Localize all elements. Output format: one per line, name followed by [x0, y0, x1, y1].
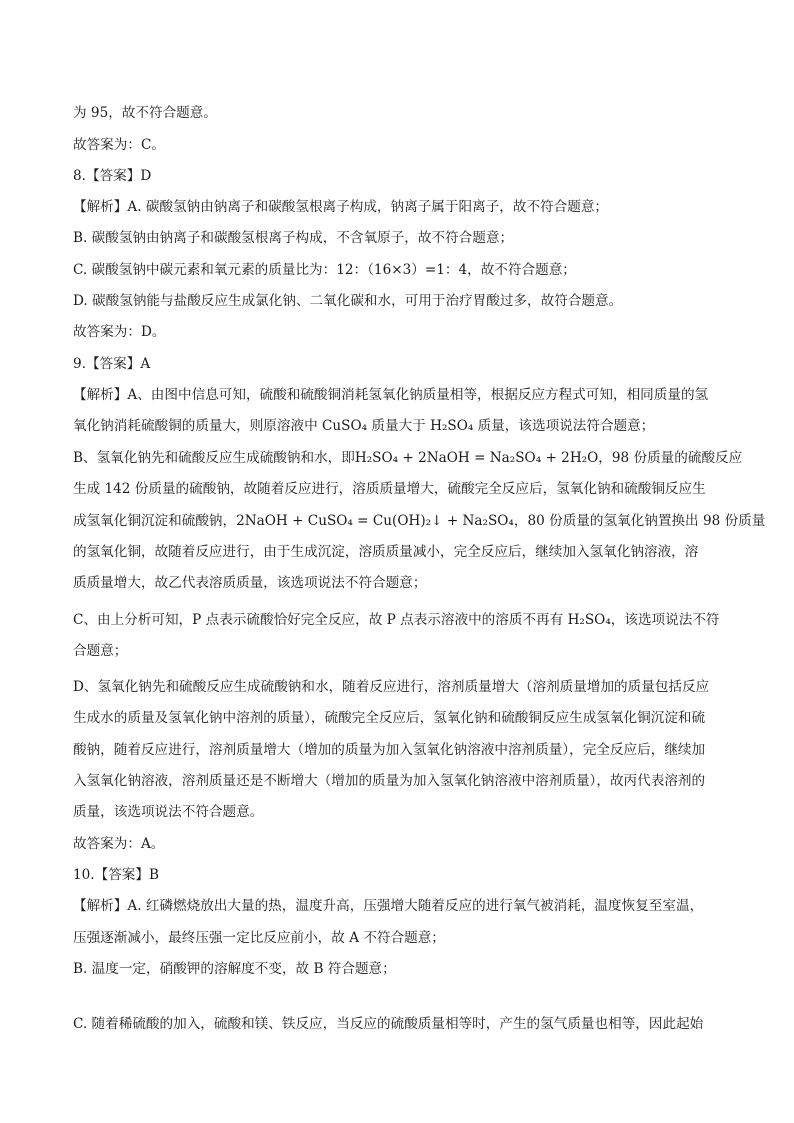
text-line: 生成水的质量及氢氧化钠中溶剂的质量），硫酸完全反应后，氢氧化钠和硫酸铜反应生成氢氧化铜沉淀和硫 — [73, 710, 706, 726]
text-line: D. 碳酸氢钠能与盐酸反应生成氯化钠、二氧化碳和水，可用于治疗胃酸过多，故符合题意。 — [73, 293, 623, 309]
text-line: 【解析】A. 红磷燃烧放出大量的热，温度升高，压强增大随着反应的进行氧气被消耗，温度恢复至室温， — [73, 898, 704, 914]
text-line: 为 95，故不符合题意。 — [73, 105, 217, 121]
text-line: 生成 142 份质量的硫酸钠，故随着反应进行，溶质质量增大，硫酸完全反应后，氢氧化钠和硫酸铜反应生 — [73, 481, 706, 497]
text-line: D、氢氧化钠先和硫酸反应生成硫酸钠和水，随着反应进行，溶剂质量增大（溶剂质量增加的质量包括反应 — [73, 679, 710, 695]
text-line: 【解析】A. 碳酸氢钠由钠离子和碳酸氢根离子构成，钠离子属于阳离子，故不符合题意； — [73, 199, 609, 215]
text-line: 的氢氧化铜，故随着反应进行，由于生成沉淀，溶质质量减小，完全反应后，继续加入氢氧化钠溶液，溶 — [73, 544, 699, 560]
answer-heading-8: 8.【答案】D — [73, 168, 152, 184]
answer-heading-10: 10.【答案】B — [73, 867, 159, 883]
text-line: 质质量增大，故乙代表溶质质量，该选项说法不符合题意； — [73, 575, 427, 591]
text-line: 入氢氧化钠溶液，溶剂质量还是不断增大（增加的质量为加入氢氧化钠溶液中溶剂质量），故丙代表溶剂的 — [73, 773, 706, 789]
text-line: 故答案为：A。 — [73, 836, 165, 852]
text-line: C. 随着稀硫酸的加入，硫酸和镁、铁反应，当反应的硫酸质量相等时，产生的氢气质量也相等，因此起始 — [73, 1016, 704, 1032]
answer-heading-9: 9.【答案】A — [73, 356, 151, 372]
text-line: 故答案为：C。 — [73, 137, 165, 153]
text-line: 酸钠，随着反应进行，溶剂质量增大（增加的质量为加入氢氧化钠溶液中溶剂质量），完全反应后，继续加 — [73, 742, 706, 758]
text-line: 合题意； — [73, 643, 128, 659]
text-line: B. 碳酸氢钠由钠离子和碳酸氢根离子构成，不含氧原子，故不符合题意； — [73, 230, 514, 246]
text-line: 氧化钠消耗硫酸铜的质量大，则原溶液中 CuSO₄ 质量大于 H₂SO₄ 质量，该选项说法符合题意； — [73, 418, 655, 434]
equation-line: 成氢氧化铜沉淀和硫酸钠，2NaOH + CuSO₄ = Cu(OH)₂↓ + Na₂SO₄，80 份质量的氢氧化钠置换出 98 份质量 — [73, 513, 766, 529]
text-line: 质量，该选项说法不符合题意。 — [73, 804, 264, 820]
text-line: 【解析】A、由图中信息可知，硫酸和硫酸铜消耗氢氧化钠质量相等，根据反应方程式可知，相同质量的氢 — [73, 387, 709, 403]
text-line: B. 温度一定，硝酸钾的溶解度不变，故 B 符合题意； — [73, 961, 396, 977]
text-line: 压强逐渐减小，最终压强一定比反应前小，故 A 不符合题意； — [73, 930, 445, 946]
text-line: 故答案为：D。 — [73, 324, 166, 340]
text-line: C. 碳酸氢钠中碳元素和氧元素的质量比为：12：（16×3）=1：4，故不符合题意； — [73, 262, 576, 278]
text-line: C、由上分析可知，P 点表示硫酸恰好完全反应，故 P 点表示溶液中的溶质不再有 H₂SO₄，该选项说法不符 — [73, 612, 720, 628]
equation-line: B、氢氧化钠先和硫酸反应生成硫酸钠和水，即H₂SO₄ + 2NaOH = Na₂SO₄ + 2H₂O，98 份质量的硫酸反应 — [73, 450, 743, 466]
